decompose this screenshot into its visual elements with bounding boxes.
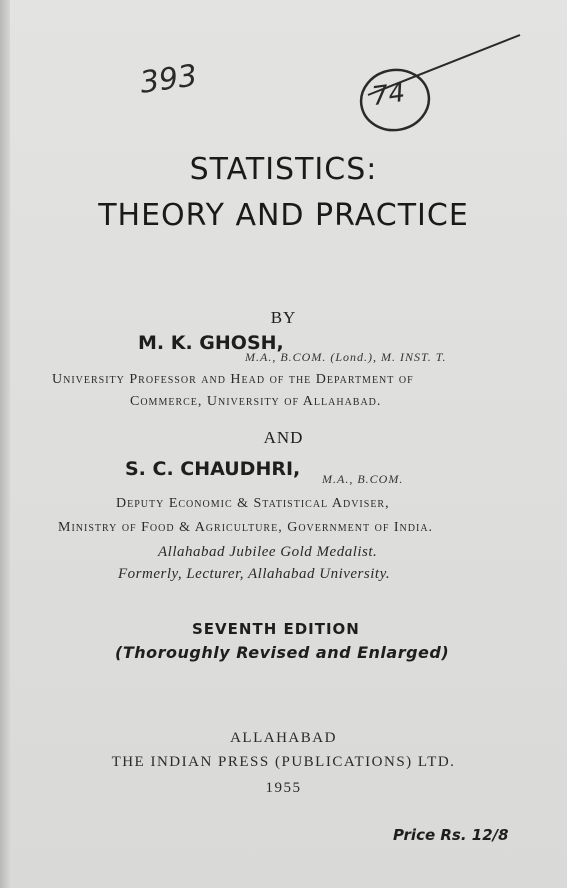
author2-position-line2: Ministry of Food & Agriculture, Government of India. bbox=[58, 520, 434, 535]
author2-honour: Allahabad Jubilee Gold Medalist. bbox=[158, 544, 378, 560]
edition-note: (Thoroughly Revised and Enlarged) bbox=[115, 643, 450, 662]
author1-position-line2: Commerce, University of Allahabad. bbox=[130, 394, 382, 409]
handwritten-number: 393 bbox=[137, 58, 200, 101]
author2-name: S. C. CHAUDHRI, bbox=[125, 458, 301, 480]
handwritten-circled-number: 74 bbox=[370, 77, 408, 113]
author2-qualifications: M.A., B.COM. bbox=[322, 472, 404, 486]
author2-former-position: Formerly, Lecturer, Allahabad University. bbox=[118, 566, 391, 582]
and-label: AND bbox=[263, 428, 304, 447]
by-label: BY bbox=[270, 308, 297, 327]
book-title-line2: THEORY AND PRACTICE bbox=[98, 198, 469, 233]
author1-name: M. K. GHOSH, bbox=[138, 332, 284, 354]
price-label: Price Rs. 12/8 bbox=[393, 826, 509, 844]
publisher-name: THE INDIAN PRESS (PUBLICATIONS) LTD. bbox=[111, 754, 456, 770]
book-title-line1: STATISTICS: bbox=[189, 152, 378, 187]
author1-qualifications: M.A., B.COM. (Lond.), M. INST. T. bbox=[245, 350, 447, 364]
author2-position-line1: Deputy Economic & Statistical Adviser, bbox=[116, 496, 390, 511]
edition-label: SEVENTH EDITION bbox=[192, 620, 360, 638]
publication-year: 1955 bbox=[265, 780, 302, 796]
author1-position-line1: University Professor and Head of the Department of bbox=[52, 372, 414, 387]
publisher-city: ALLAHABAD bbox=[230, 730, 337, 746]
